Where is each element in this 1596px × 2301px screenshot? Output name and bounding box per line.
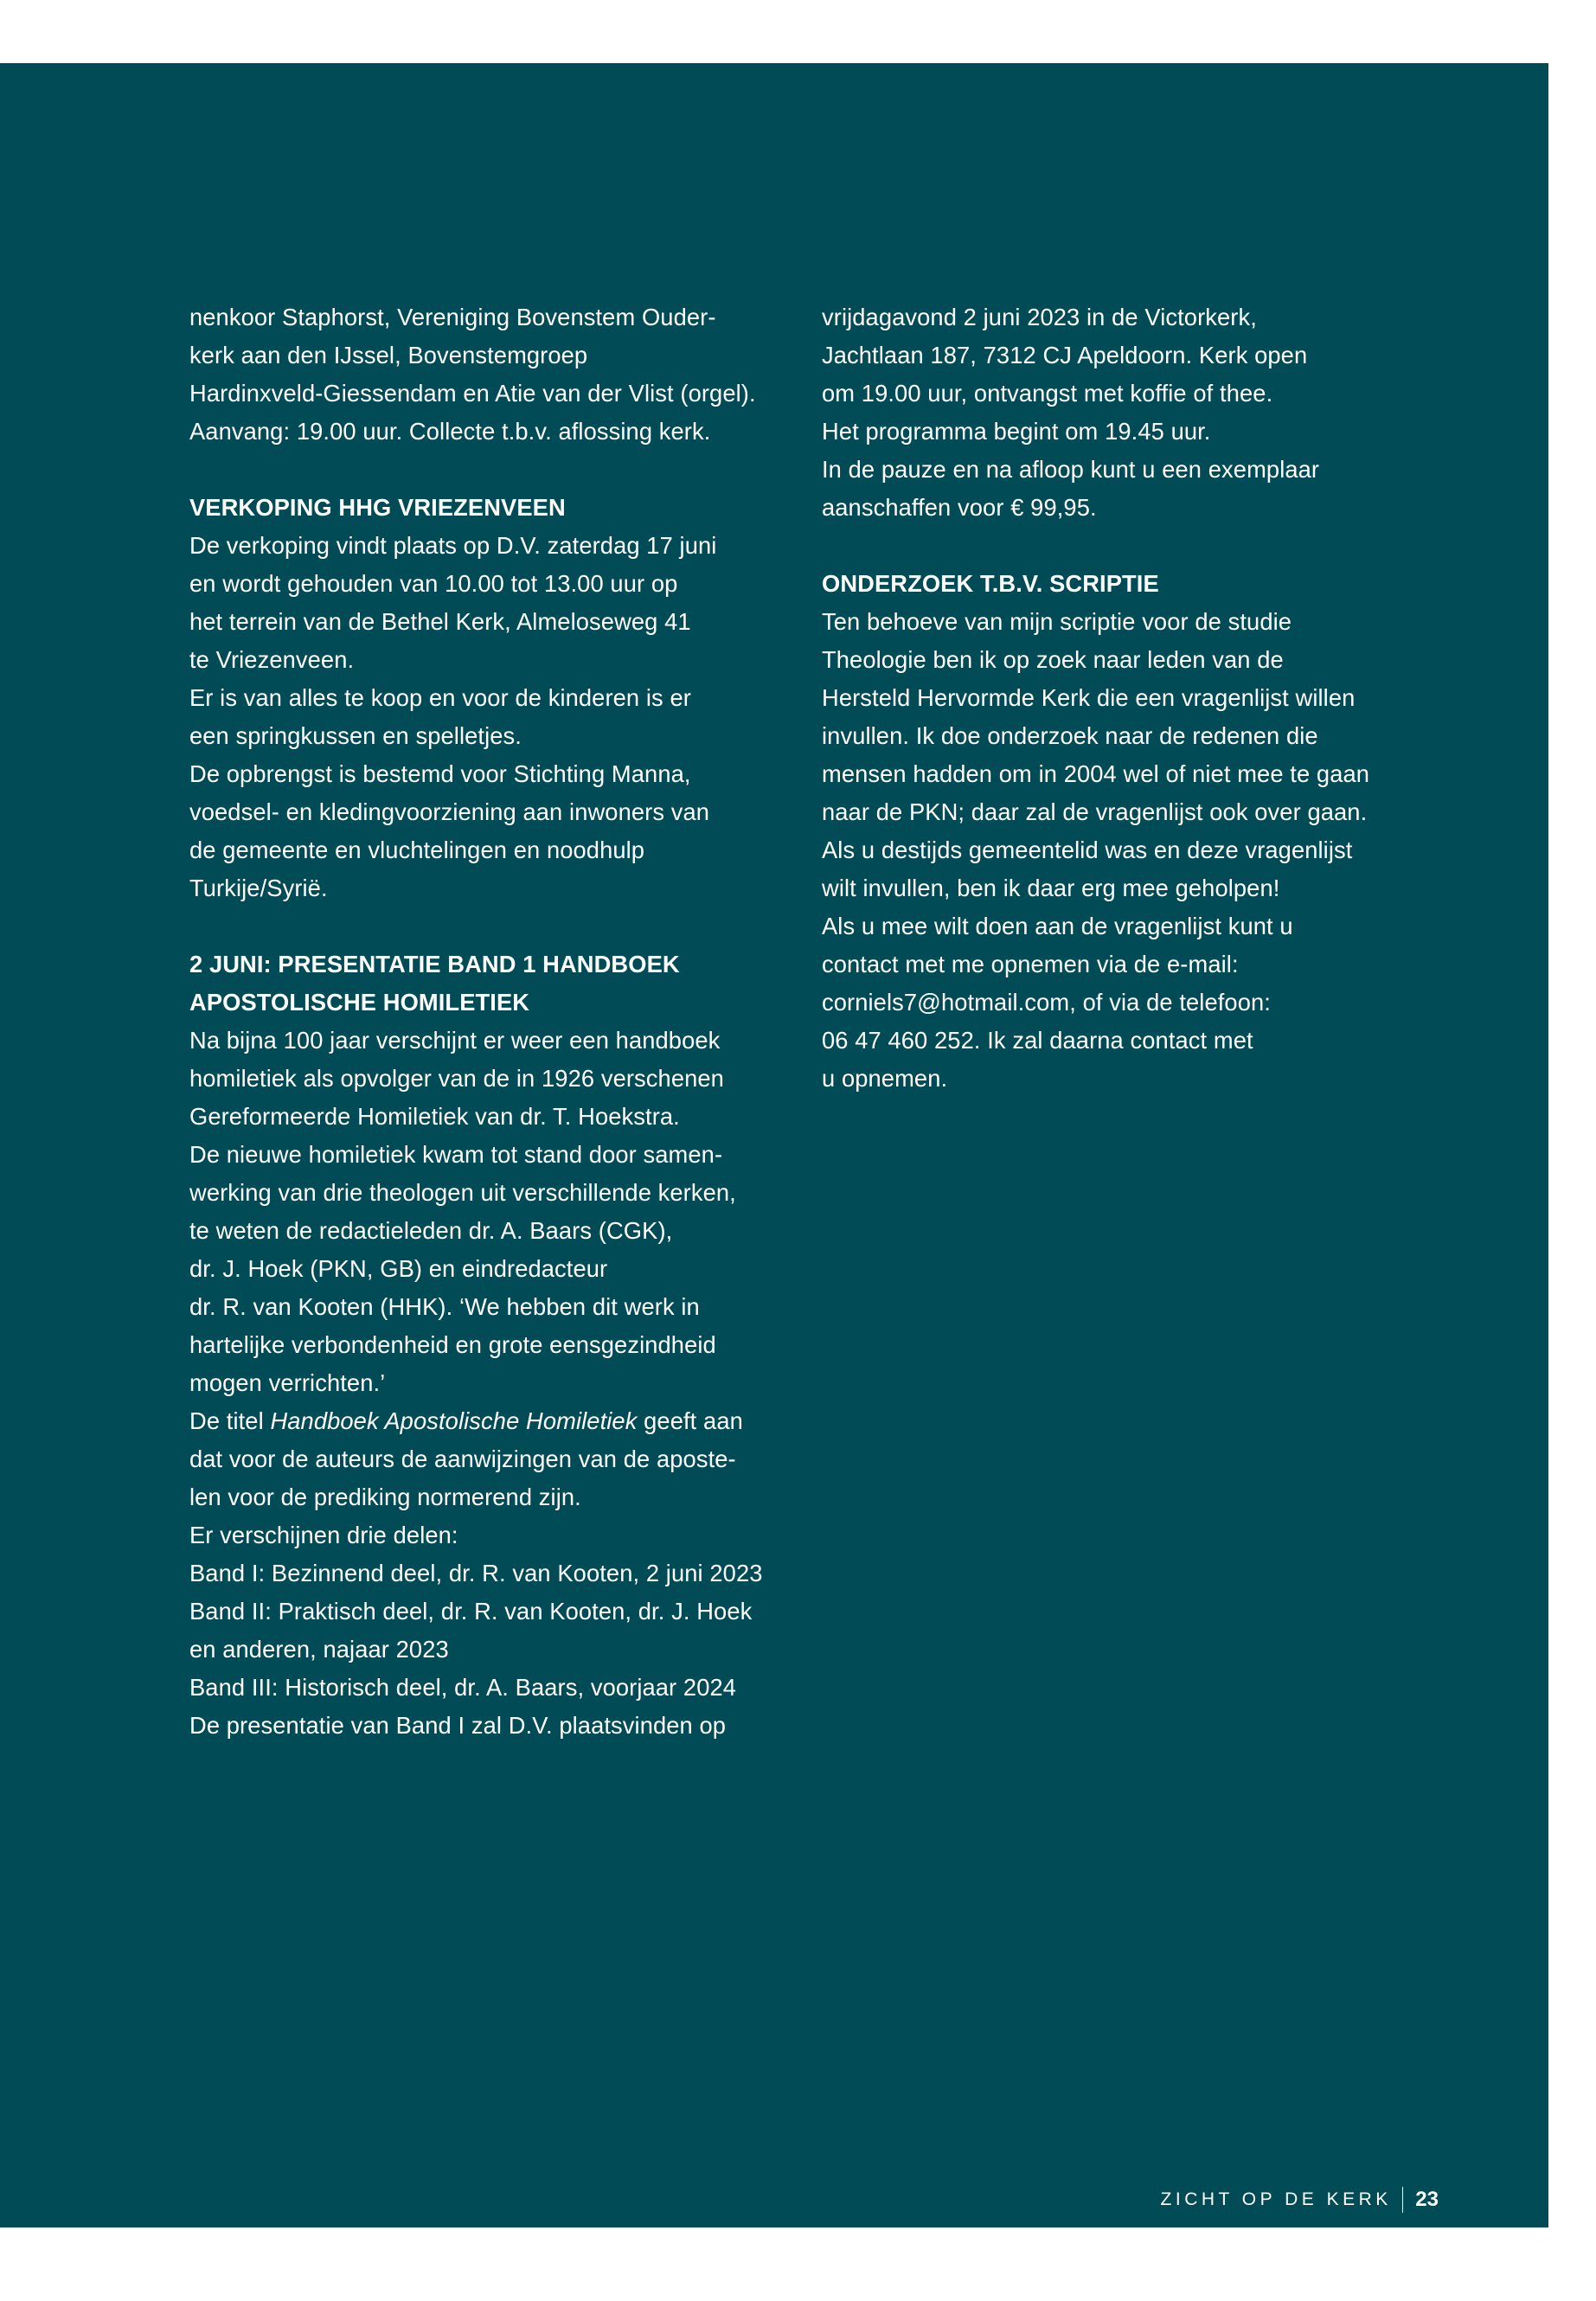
- paragraph-gap: [189, 907, 795, 945]
- footer-separator: [1402, 2187, 1404, 2213]
- text-line: te weten de redactieleden dr. A. Baars (CGK),: [189, 1217, 673, 1244]
- text-line: mensen hadden om in 2004 wel of niet mee te gaan: [822, 760, 1370, 787]
- page-number: 23: [1415, 2188, 1439, 2211]
- text-line: Theologie ben ik op zoek naar leden van de: [822, 646, 1284, 673]
- text-line: De presentatie van Band I zal D.V. plaatsvinden op: [189, 1712, 727, 1739]
- text-line: Er verschijnen drie delen:: [189, 1522, 458, 1548]
- text-line: Hardinxveld-Giessendam en Atie van der Vlist (orgel).: [189, 380, 756, 407]
- page-footer: [1161, 2182, 1439, 2217]
- continuation-paragraph: [822, 298, 1445, 527]
- text-line: nenkoor Staphorst, Vereniging Bovenstem Ouder-: [189, 304, 716, 330]
- text-line: Band II: Praktisch deel, dr. R. van Kooten, dr. J. Hoek: [189, 1598, 753, 1625]
- text-fragment: geeft aan: [637, 1407, 743, 1434]
- text-line: Er is van alles te koop en voor de kinderen is er: [189, 684, 691, 711]
- text-line: De opbrengst is bestemd voor Stichting Manna,: [189, 760, 691, 787]
- text-line: invullen. Ik doe onderzoek naar de redenen die: [822, 722, 1318, 749]
- text-line: Jachtlaan 187, 7312 CJ Apeldoorn. Kerk open: [822, 342, 1308, 369]
- email-line: corniels7@hotmail.com, of via de telefoon:: [822, 989, 1271, 1016]
- text-line: Gereformeerde Homiletiek van dr. T. Hoekstra.: [189, 1103, 680, 1130]
- text-line: De verkoping vindt plaats op D.V. zaterdag 17 juni: [189, 532, 717, 559]
- text-line: Hersteld Hervormde Kerk die een vragenlijst willen: [822, 684, 1356, 711]
- text-line: Band I: Bezinnend deel, dr. R. van Kooten, 2 juni 2023: [189, 1560, 763, 1586]
- text-line: wilt invullen, ben ik daar erg mee geholpen!: [822, 875, 1280, 901]
- text-line: Turkije/Syrië.: [189, 875, 328, 901]
- text-line: Aanvang: 19.00 uur. Collecte t.b.v. aflossing kerk.: [189, 418, 711, 445]
- text-line: Band III: Historisch deel, dr. A. Baars, voorjaar 2024: [189, 1674, 737, 1701]
- right-column: [822, 298, 1445, 1098]
- text-line-with-title: [189, 1402, 795, 1440]
- text-line: te Vriezenveen.: [189, 646, 355, 673]
- text-line: Het programma begint om 19.45 uur.: [822, 418, 1211, 445]
- text-line: mogen verrichten.’: [189, 1369, 386, 1396]
- text-line: De nieuwe homiletiek kwam tot stand door samen-: [189, 1141, 723, 1168]
- left-column: [189, 298, 795, 1745]
- text-line: de gemeente en vluchtelingen en noodhulp: [189, 836, 645, 863]
- text-line: werking van drie theologen uit verschillende kerken,: [189, 1179, 736, 1206]
- text-line: een springkussen en spelletjes.: [189, 722, 522, 749]
- paragraph-gap: [189, 451, 795, 489]
- text-line: en anderen, najaar 2023: [189, 1636, 449, 1663]
- article-page: [0, 63, 1548, 2227]
- text-line: dr. J. Hoek (PKN, GB) en eindredacteur: [189, 1255, 608, 1282]
- text-line: aanschaffen voor € 99,95.: [822, 494, 1097, 521]
- onderzoek-section: [822, 565, 1445, 1098]
- text-line: om 19.00 uur, ontvangst met koffie of thee.: [822, 380, 1273, 407]
- magazine-name: ZICHT OP DE KERK: [1160, 2189, 1392, 2209]
- verkoping-section: [189, 489, 795, 907]
- text-line: Ten behoeve van mijn scriptie voor de studie: [822, 608, 1292, 635]
- text-line: In de pauze en na afloop kunt u een exemplaar: [822, 456, 1320, 483]
- book-title: Handboek Apostolische Homiletiek: [270, 1407, 638, 1434]
- text-line: 06 47 460 252. Ik zal daarna contact met: [822, 1027, 1253, 1054]
- text-line: Als u mee wilt doen aan de vragenlijst kunt u: [822, 913, 1293, 939]
- text-line: naar de PKN; daar zal de vragenlijst ook over gaan.: [822, 798, 1368, 825]
- presentatie-section: [189, 945, 795, 1745]
- text-line: dr. R. van Kooten (HHK). ‘We hebben dit werk in: [189, 1293, 700, 1320]
- text-fragment: De titel: [189, 1407, 271, 1434]
- text-line: en wordt gehouden van 10.00 tot 13.00 uur op: [189, 570, 678, 597]
- presentatie-heading-line-2: APOSTOLISCHE HOMILETIEK: [189, 989, 530, 1016]
- verkoping-heading: VERKOPING HHG VRIEZENVEEN: [189, 494, 566, 521]
- text-line: vrijdagavond 2 juni 2023 in de Victorkerk,: [822, 304, 1257, 330]
- text-line: hartelijke verbondenheid en grote eensgezindheid: [189, 1331, 716, 1358]
- text-line: Als u destijds gemeentelid was en deze vragenlijst: [822, 836, 1353, 863]
- text-line: het terrein van de Bethel Kerk, Almeloseweg 41: [189, 608, 691, 635]
- text-line: voedsel- en kledingvoorziening aan inwoners van: [189, 798, 710, 825]
- onderzoek-heading: ONDERZOEK T.B.V. SCRIPTIE: [822, 570, 1159, 597]
- text-line: homiletiek als opvolger van de in 1926 verschenen: [189, 1065, 724, 1092]
- text-line: contact met me opnemen via de e-mail:: [822, 951, 1239, 977]
- text-line: len voor de prediking normerend zijn.: [189, 1484, 581, 1510]
- text-line: u opnemen.: [822, 1065, 948, 1092]
- text-line: Na bijna 100 jaar verschijnt er weer een handboek: [189, 1027, 721, 1054]
- presentatie-heading-line-1: 2 JUNI: PRESENTATIE BAND 1 HANDBOEK: [189, 951, 680, 977]
- text-line: kerk aan den IJssel, Bovenstemgroep: [189, 342, 588, 369]
- text-line: dat voor de auteurs de aanwijzingen van de aposte-: [189, 1445, 736, 1472]
- paragraph-gap: [822, 527, 1445, 565]
- intro-paragraph: [189, 298, 795, 451]
